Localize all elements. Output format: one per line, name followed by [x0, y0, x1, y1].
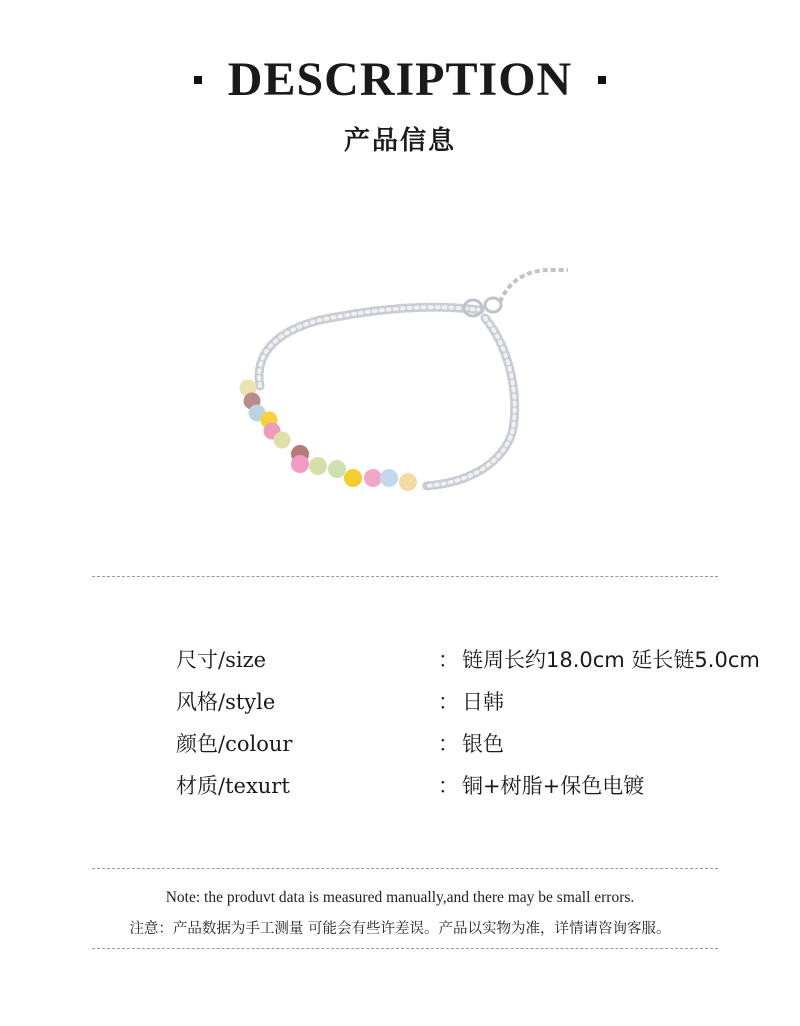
section-divider [92, 576, 718, 577]
spec-row-material [176, 770, 776, 812]
note-english: Note: the produvt data is measured manually,and there may be small errors. [165, 889, 635, 906]
spec-value: 银色 [462, 732, 504, 756]
spec-separator: ： [438, 774, 459, 798]
spec-row-colour [176, 728, 776, 770]
note-chinese: 注意：产品数据为手工测量 可能会有些许差误。产品以实物为准，详情请咨询客服。 [129, 921, 671, 937]
spec-label: 风格/style [176, 690, 276, 714]
spec-label: 颜色/colour [176, 732, 293, 756]
spec-table [176, 644, 776, 812]
page-title [0, 52, 800, 107]
spec-value: 日韩 [462, 690, 504, 714]
spec-separator: ： [438, 648, 459, 672]
product-image [230, 248, 580, 518]
spec-separator: ： [438, 732, 459, 756]
bullet-dot-icon [598, 76, 606, 84]
section-divider [92, 868, 718, 869]
spec-separator: ： [438, 690, 459, 714]
section-divider [92, 948, 718, 949]
spec-value: 铜+树脂+保色电镀 [462, 774, 645, 798]
title-text: DESCRIPTION [227, 53, 573, 106]
spec-value: 链周长约18.0cm 延长链5.0cm [462, 648, 760, 672]
spec-row-size [176, 644, 776, 686]
spec-label: 尺寸/size [176, 648, 267, 672]
beads [240, 380, 418, 492]
bullet-dot-icon [194, 76, 202, 84]
page-subtitle: 产品信息 [343, 126, 456, 156]
spec-row-style [176, 686, 776, 728]
spec-label: 材质/texurt [176, 774, 290, 798]
